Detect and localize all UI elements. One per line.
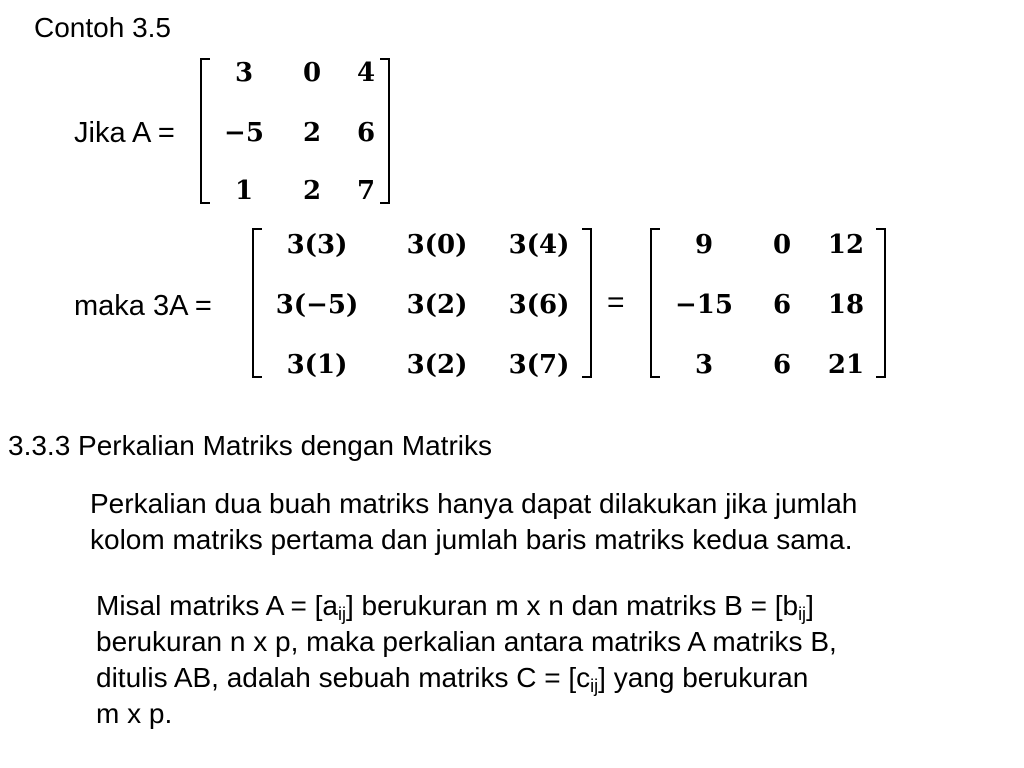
matrix-A-cell: 0	[302, 58, 322, 88]
matrix-A-cell: 6	[356, 118, 376, 148]
matrix-A-cell: 3	[234, 58, 254, 88]
matrix-A-cell: 1	[234, 176, 254, 206]
matrix-A-cell: 2	[302, 118, 322, 148]
matrix-A-cell: 2	[302, 176, 322, 206]
matrix-3A-result-cell: 18	[827, 290, 865, 320]
text-run: ] berukuran m x n dan matriks B = [b	[345, 590, 799, 621]
subscript: ij	[590, 676, 599, 696]
text-run: ] yang berukuran	[598, 662, 809, 693]
matrix-3A-result	[650, 228, 886, 378]
matrix-3A-result-cell: −15	[675, 290, 733, 320]
matrix-A	[200, 58, 390, 204]
matrix-A-cell: 7	[356, 176, 376, 206]
paragraph-2-line	[96, 660, 1016, 696]
paragraph-1-line: kolom matriks pertama dan jumlah baris matriks kedua sama.	[90, 524, 853, 555]
matrix-3A-result-left-bracket	[650, 228, 660, 378]
matrix-3A-result-cell: 12	[827, 230, 865, 260]
matrix-3A-result-cell: 6	[772, 350, 792, 380]
matrix-3A-expanded-cell: 3(0)	[406, 230, 468, 260]
matrix-3A-expanded-cell: 3(2)	[406, 350, 468, 380]
paragraph-2-line	[96, 588, 1016, 624]
eq1-label: Jika A =	[74, 117, 175, 149]
matrix-3A-expanded-cell: 3(−5)	[275, 290, 359, 320]
matrix-3A-expanded-left-bracket	[252, 228, 262, 378]
matrix-3A-expanded-cell: 3(7)	[508, 350, 570, 380]
paragraph-2	[96, 588, 1016, 732]
paragraph-2-line: m x p.	[96, 698, 173, 729]
matrix-3A-expanded-cell: 3(2)	[406, 290, 468, 320]
matrix-3A-expanded	[252, 228, 592, 378]
paragraph-1-line: Perkalian dua buah matriks hanya dapat dilakukan jika jumlah	[90, 488, 858, 519]
matrix-A-cell: 4	[356, 58, 376, 88]
text-run: ]	[806, 590, 814, 621]
matrix-3A-result-cell: 9	[694, 230, 714, 260]
text-run: Misal matriks A = [a	[96, 590, 338, 621]
matrix-3A-result-right-bracket	[876, 228, 886, 378]
paragraph-2-line: berukuran n x p, maka perkalian antara matriks A matriks B,	[96, 626, 837, 657]
subscript: ij	[337, 604, 346, 624]
example-title: Contoh 3.5	[34, 12, 171, 43]
matrix-3A-result-cell: 21	[827, 350, 865, 380]
matrix-A-left-bracket	[200, 58, 210, 204]
eq2-label: maka 3A =	[74, 290, 212, 322]
matrix-3A-result-cell: 3	[694, 350, 714, 380]
text-run: ditulis AB, adalah sebuah matriks C = [c	[96, 662, 591, 693]
subscript: ij	[798, 604, 807, 624]
matrix-A-cell: −5	[224, 118, 264, 148]
matrix-3A-result-cell: 6	[772, 290, 792, 320]
matrix-3A-expanded-cell: 3(3)	[286, 230, 348, 260]
matrix-3A-expanded-cell: 3(6)	[508, 290, 570, 320]
equals-sign: =	[607, 286, 625, 319]
paragraph-1	[90, 486, 1010, 558]
matrix-3A-result-cell: 0	[772, 230, 792, 260]
matrix-3A-expanded-cell: 3(1)	[286, 350, 348, 380]
section-heading: 3.3.3 Perkalian Matriks dengan Matriks	[8, 430, 492, 461]
matrix-3A-expanded-cell: 3(4)	[508, 230, 570, 260]
